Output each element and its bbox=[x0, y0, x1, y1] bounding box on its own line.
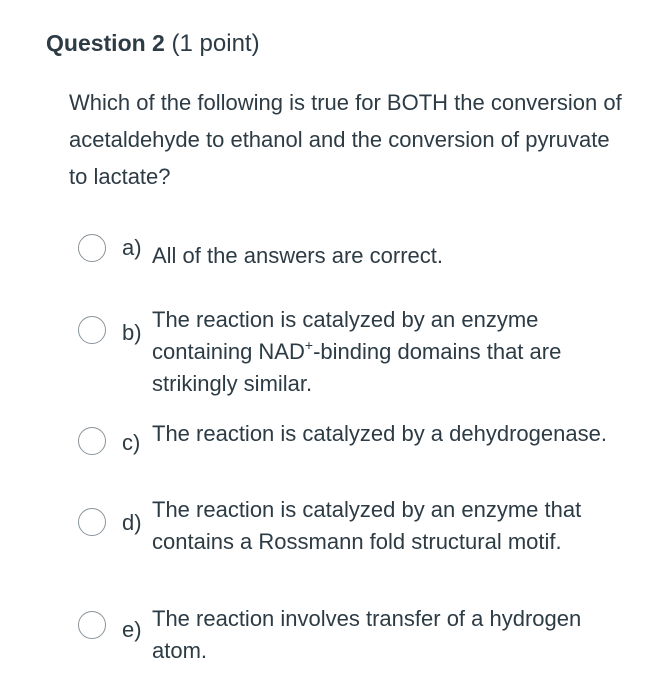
radio-button-c[interactable] bbox=[78, 427, 106, 455]
radio-button-a[interactable] bbox=[78, 234, 106, 262]
option-text-d: The reaction is catalyzed by an enzyme that contains a Rossmann fold structural motif. bbox=[152, 497, 582, 554]
option-text-b bbox=[152, 304, 622, 400]
option-text-b-rest: -binding domains that are strikingly similar. bbox=[152, 339, 562, 396]
option-letter-e: e) bbox=[122, 617, 142, 642]
question-text: Which of the following is true for BOTH the conversion of acetaldehyde to ethanol and the conversion of pyruvate to lactate? bbox=[69, 90, 622, 189]
question-header bbox=[46, 30, 260, 58]
question-title: Question 2 bbox=[46, 30, 165, 56]
option-text-b-superscript: + bbox=[304, 337, 314, 353]
option-text-b-main: The reaction is catalyzed by an enzyme containing NAD bbox=[152, 307, 539, 364]
option-letter-d: d) bbox=[122, 510, 142, 535]
option-text-e: The reaction involves transfer of a hydrogen atom. bbox=[152, 606, 582, 663]
option-text-c: The reaction is catalyzed by a dehydrogenase. bbox=[152, 421, 607, 446]
option-letter-a: a) bbox=[122, 235, 142, 260]
question-points: (1 point) bbox=[164, 30, 260, 57]
radio-button-b[interactable] bbox=[78, 316, 106, 344]
option-text-a: All of the answers are correct. bbox=[152, 243, 444, 268]
option-letter-c: c) bbox=[122, 430, 141, 455]
radio-button-d[interactable] bbox=[78, 508, 106, 536]
option-letter-b: b) bbox=[122, 320, 142, 345]
radio-button-e[interactable] bbox=[78, 611, 106, 639]
